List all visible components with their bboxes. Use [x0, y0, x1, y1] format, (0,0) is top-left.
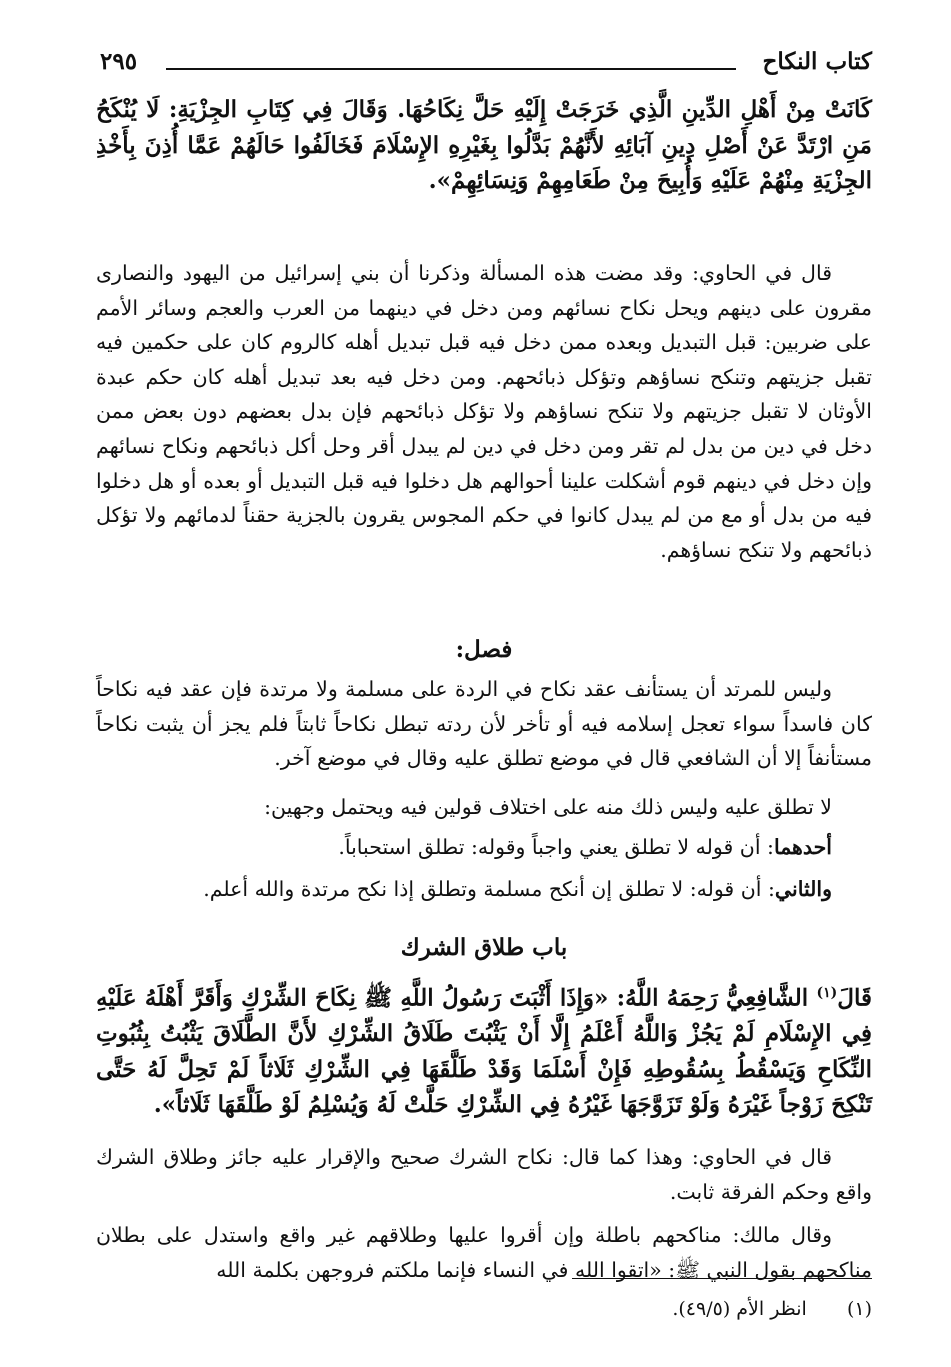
list-item-second-text: : أن قوله: لا تطلق إن أنكح مسلمة وتطلق إذا نكح مرتدة والله أعلم.: [203, 877, 775, 901]
paragraph-5: [96, 1218, 872, 1287]
quote-2-body: الشَّافِعِيُّ رَحِمَهُ اللَّهُ: «وَإِذَا أَثْبَتَ رَسُولُ اللَّهِ ﷺ نِكَاحَ الشِّرْكِ وَأَقَرَّ أَهْلَهُ عَلَيْهِ فِي الإِسْلَامِ لَمْ يَجُزْ وَاللَّهُ أَعْلَمُ إِلَّا أَنْ يَثْبُتَ طَلَاقُ الشِّرْكِ لأَنَّ الطَّلَاقَ يَثْبُتُ بِثُبُوتِ النِّكَاحِ وَيَسْقُطُ بِسُقُوطِهِ فَإِنْ أَسْلَمَا وَقَدْ طَلَّقَهَا فِي الشِّرْكِ ثَلَاثاً لَمْ تَحِلَّ لَهُ حَتَّى تَنْكِحَ زَوْجاً غَيْرَهُ وَلَوْ تَزَوَّجَهَا غَيْرُهُ فِي الشِّرْكِ حَلَّتْ لَهُ وَيُسْلِمُ لَوْ طَلَّقَهَا ثَلَاثاً».: [96, 984, 872, 1119]
section-heading-text: فصل:: [455, 636, 513, 663]
footnote-text: انظر الأم (٤٩/٥).: [672, 1298, 807, 1320]
book-page: [96, 40, 872, 1340]
quote-text-2: [96, 976, 872, 1123]
paragraph-4-text: قال في الحاوي: وهذا كما قال: نكاح الشرك صحيح والإقرار عليه جائز وطلاق الشرك واقع وحكم الفرقة ثابت.: [96, 1145, 872, 1204]
chapter-title: كتاب النكاح: [762, 48, 872, 75]
paragraph-2-text: وليس للمرتد أن يستأنف عقد نكاح في الردة على مسلمة ولا مرتدة فإن عقد فيه نكاحاً كان فاسداً سواء تعجل إسلامه فيه أو تأخر لأن ردته تبطل نكاحاً ثابتاً فلم يجز أن يثبت نكاحاً مستأنفاً إلا أن الشافعي قال في موضع تطلق عليه وقال في موضع آخر.: [96, 677, 872, 771]
list-item-second-line: [96, 872, 872, 907]
chapter-heading: [96, 934, 872, 961]
quote-text-1: كَانَتْ مِنْ أَهْلِ الدِّينِ الَّذِي خَرَجَتْ إِلَيْهِ حَلَّ نِكَاحُهَا. وَقَالَ فِي كِتَابِ الجِزْيَةِ: لَا يُنْكَحُ مَنِ ارْتَدَّ عَنْ أَصْلِ دِينِ آبَائِهِ لأَنَّهُمْ بَدَّلُوا بِغَيْرِهِ الإِسْلَامَ فَخَالَفُوا حَالَهُمْ عَمَّا أُذِنَ بِأَخْذِ الجِزْيَةِ مِنْهُمْ عَلَيْهِ وَأُبِيحَ مِنْ طَعَامِهِمْ وَنِسَائِهِمْ».: [96, 96, 872, 194]
section-heading-1: [96, 636, 872, 663]
chapter-heading-text: باب طلاق الشرك: [400, 934, 568, 961]
list-item-second: [96, 872, 872, 907]
footnote-reference[interactable]: (١): [816, 985, 838, 1001]
paragraph-1-text: قال في الحاوي: وقد مضت هذه المسألة وذكرنا أن بني إسرائيل من اليهود والنصارى مقرون على دينهم ويحل نكاح نسائهم ومن دخل في دينهما من العرب والعجم وسائر الأمم على ضربين: قبل التبديل وبعده ممن دخل فيه قبل تبديل أهله كالروم كان على حكمين فيه تقبل جزيتهم وتنكح نساؤهم وتؤكل ذبائحهم. ومن دخل فيه بعد تبديل أهله كان حكم عبدة الأوثان لا تقبل جزيتهم ولا تنكح نساؤهم ولا تؤكل ذبائحهم فإن بدل بعضهم دون بعض ممن دخل في دين من بدل لم تقر ومن دخل في دين لم يبدل أقر وحل أكل ذبائحهم ونكاح نسائهم وإن دخل في دينهم قوم أشكلت علينا أحوالهم هل دخلوا فيه قبل التبديل أو بعده أو هل دخلوا فيه من بدل أو مع من لم يبدل كانوا في حكم المجوس يقرون بالجزية حقناً لدمائهم ولا تؤكل ذبائحهم ولا تنكح نساؤهم.: [96, 261, 872, 562]
quote-2-lead: قَالَ: [837, 984, 872, 1012]
paragraph-4: [96, 1140, 872, 1209]
list-item-first-line: [96, 830, 872, 865]
paragraph-3: [96, 790, 872, 825]
footnote-rule: [572, 1278, 872, 1279]
paragraph-3-text: لا تطلق عليه وليس ذلك منه على اختلاف قولين فيه ويحتمل وجهين:: [264, 795, 832, 819]
list-item-first: [96, 830, 872, 865]
footnote: [96, 1298, 872, 1320]
footnote-number: (١): [846, 1298, 872, 1320]
paragraph-5-text: وقال مالك: مناكحهم باطلة وإن أقروا عليها وطلاقهم غير واقع واستدل على بطلان مناكحهم بقول النبي ﷺ: «اتقوا الله في النساء فإنما ملكتم فروجهن بكلمة الله: [96, 1223, 872, 1282]
header-rule: [166, 68, 736, 70]
paragraph-2: [96, 672, 872, 776]
list-item-first-label: أحدهما: [773, 835, 832, 859]
list-item-first-text: : أن قوله لا تطلق يعني واجباً وقوله: تطلق استحباباً.: [338, 835, 774, 859]
list-item-second-label: والثاني: [774, 877, 832, 901]
quote-block-1: [96, 92, 872, 199]
quote-block-2: [96, 976, 872, 1123]
paragraph-1: [96, 256, 872, 567]
page-number: ٢٩٥: [100, 48, 138, 75]
running-header: [96, 48, 872, 84]
